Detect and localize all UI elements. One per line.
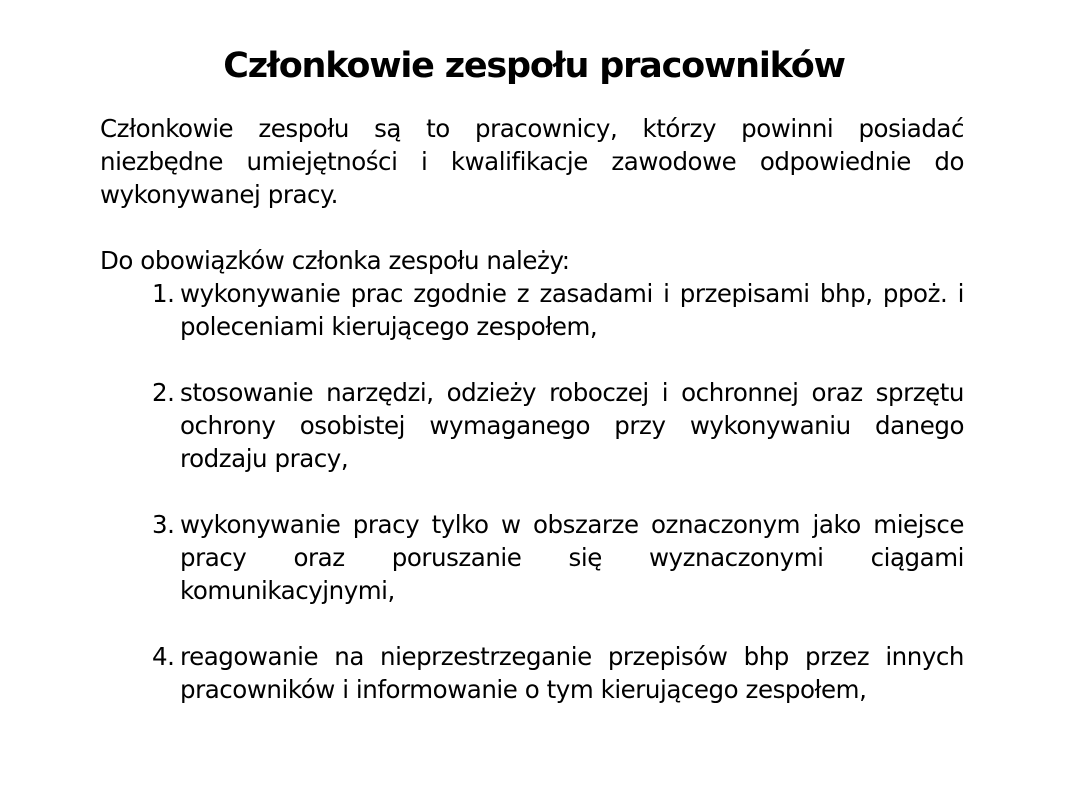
intro-paragraph: Członkowie zespołu są to pracownicy, którzy powinni posiadać niezbędne umiejętności i kwalifikacje zawodowe odpowiednie do wykonywanej pracy. bbox=[100, 114, 964, 209]
duty-text: wykonywanie prac zgodnie z zasadami i przepisami bhp, ppoż. i poleceniami kierującego zespołem, bbox=[180, 279, 964, 341]
duties-heading: Do obowiązków członka zespołu należy: bbox=[100, 246, 570, 275]
duty-number: 2. bbox=[152, 378, 175, 407]
duty-text: wykonywanie pracy tylko w obszarze oznaczonym jako miejsce pracy oraz poruszanie się wyznaczonymi ciągami komunikacyjnymi, bbox=[180, 510, 964, 605]
duty-text: reagowanie na nieprzestrzeganie przepisów bhp przez innych pracowników i informowanie o tym kierującego zespołem, bbox=[180, 642, 964, 704]
duty-item-3 bbox=[152, 508, 964, 607]
duty-item-2 bbox=[152, 376, 964, 475]
slide-content bbox=[100, 112, 964, 739]
duty-number: 4. bbox=[152, 642, 175, 671]
duty-item-1 bbox=[152, 277, 964, 343]
duty-number: 3. bbox=[152, 510, 175, 539]
duty-item-4 bbox=[152, 640, 964, 706]
slide-title: Członkowie zespołu pracowników bbox=[223, 46, 845, 86]
duty-number: 1. bbox=[152, 279, 175, 308]
duty-text: stosowanie narzędzi, odzieży roboczej i ochronnej oraz sprzętu ochrony osobistej wymaganego przy wykonywaniu danego rodzaju pracy, bbox=[180, 378, 964, 473]
duties-list bbox=[100, 277, 964, 706]
